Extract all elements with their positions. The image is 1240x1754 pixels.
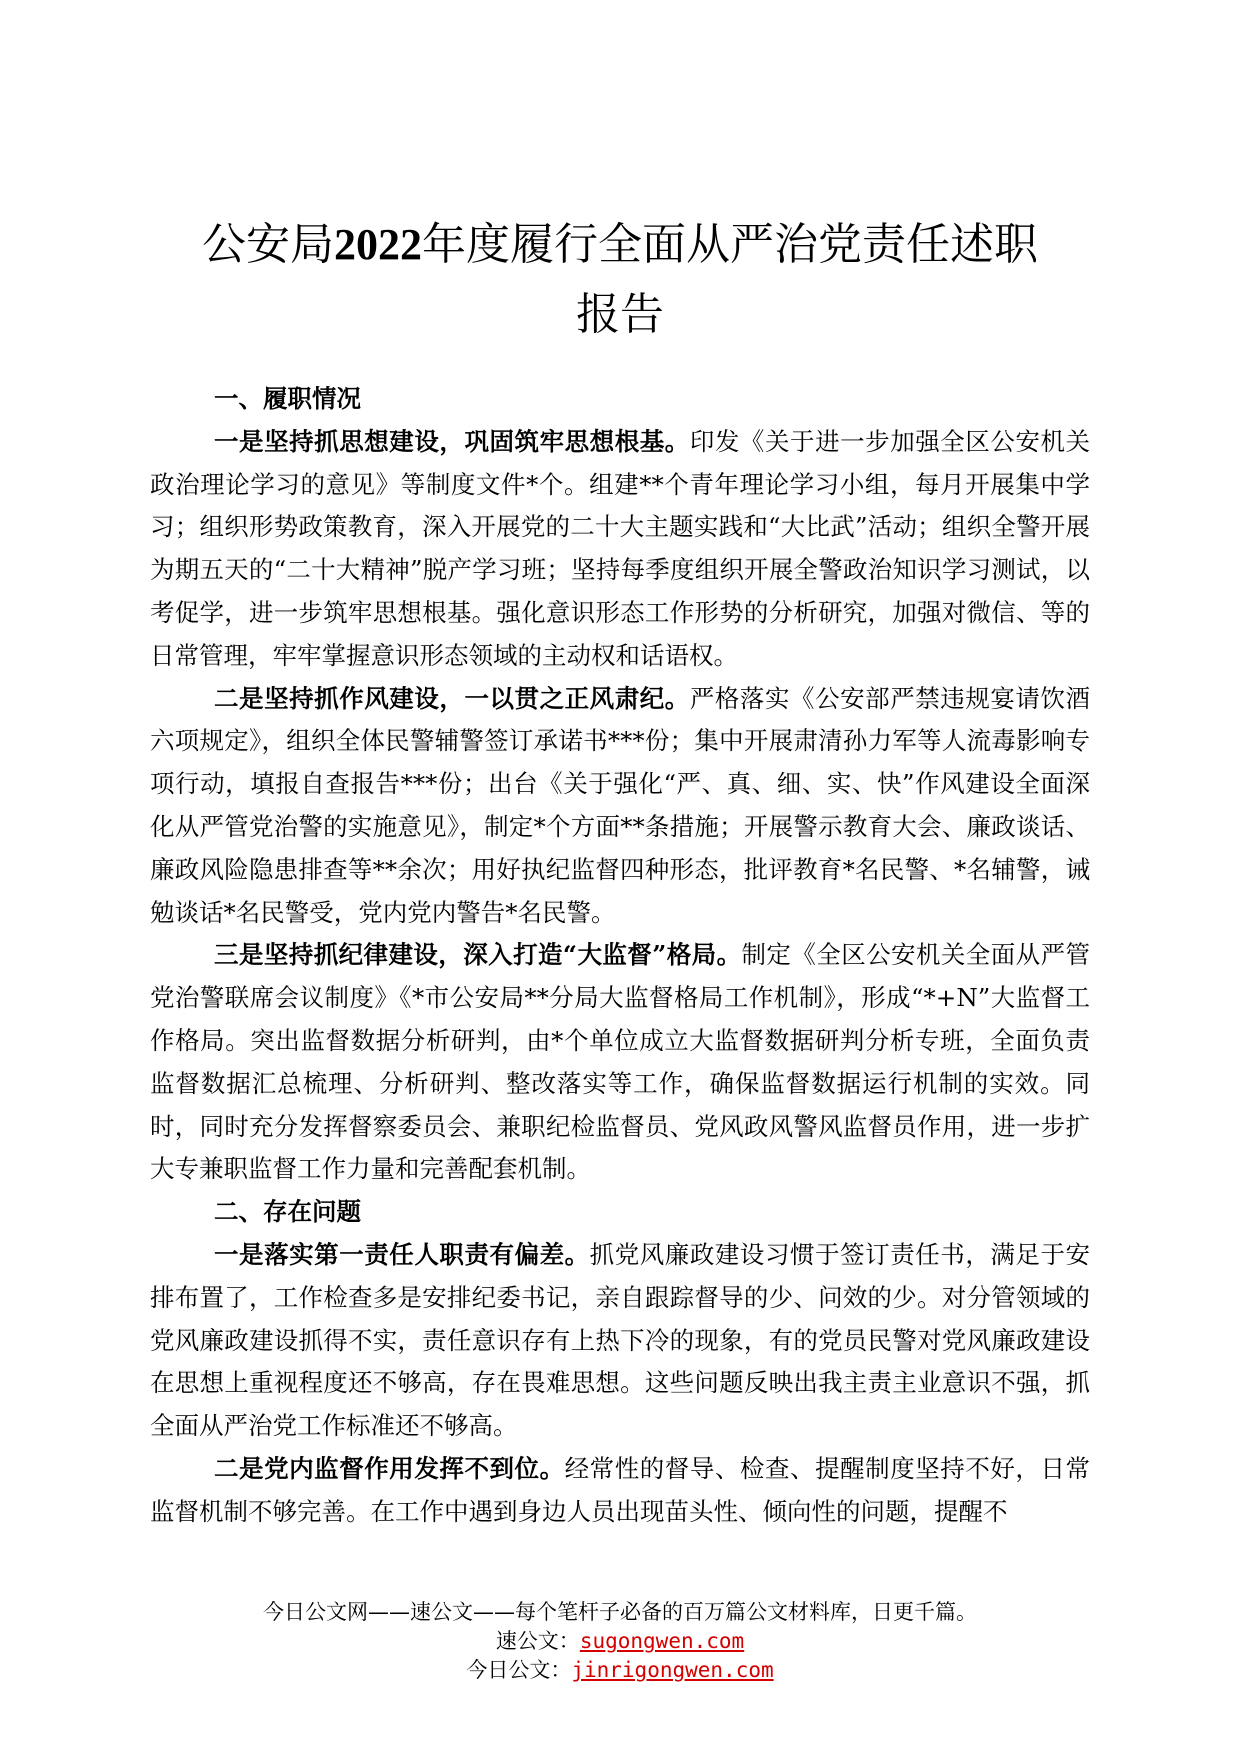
page-footer [0, 1598, 1240, 1685]
section-heading: 一、履职情况 [214, 384, 361, 413]
title-year: 2022 [334, 220, 422, 269]
jinrigongwen-link[interactable]: jinrigongwen.com [571, 1658, 774, 1682]
document-body [150, 378, 1090, 1534]
paragraph-lead: 三是坚持抓纪律建设，深入打造“大监督”格局。 [214, 940, 742, 970]
title-line2: 报告 [576, 289, 664, 340]
paragraph [150, 678, 1090, 935]
paragraph-text: 抓党风廉政建设习惯于签订责任书，满足于安排布置了，工作检查多是安排纪委书记，亲自跟踪督导的少、问效的少。对分管领域的党风廉政建设抓得不实，责任意识存有上热下冷的现象，有的党员民警对党风廉政建设在思想上重视程度还不够高，存在畏难思想。这些问题反映出我主责主业意识不强，抓全面从严治党工作标准还不够高。 [150, 1239, 1091, 1441]
document-title [150, 210, 1090, 350]
paragraph [150, 1234, 1090, 1448]
paragraph-text: 印发《关于进一步加强全区公安机关政治理论学习的意见》等制度文件*个。组建**个青年理论学习小组，每月开展集中学习；组织形势政策教育，深入开展党的二十大主题实践和“大比武”活动；组织全警开展为期五天的“二十大精神”脱产学习班；坚持每季度组织开展全警政治知识学习测试，以考促学，进一步筑牢思想根基。强化意识形态工作形势的分析研究，加强对微信、等的日常管理，牢牢掌握意识形态领域的主动权和话语权。 [150, 426, 1091, 670]
paragraph [150, 1448, 1090, 1534]
section-performance [150, 378, 1090, 1191]
title-suffix: 年度履行全面从严治党责任述职 [422, 219, 1038, 270]
footer-slogan: 今日公文网——速公文——每个笔杆子必备的百万篇公文材料库，日更千篇。 [263, 1600, 977, 1624]
footer-line-jinrigongwen [0, 1656, 1240, 1685]
paragraph-text: 制定《全区公安机关全面从严管党治警联席会议制度》《*市公安局**分局大监督格局工作机制》，形成“*+N”大监督工作格局。突出监督数据分析研判，由*个单位成立大监督数据研判分析专班，全面负责监督数据汇总梳理、分析研判、整改落实等工作，确保监督数据运行机制的实效。同时，同时充分发挥督察委员会、兼职纪检监督员、党风政风警风监督员作用，进一步扩大专兼职监督工作力量和完善配套机制。 [150, 940, 1091, 1184]
section-problems [150, 1191, 1090, 1533]
section-heading: 二、存在问题 [214, 1197, 361, 1227]
sugongwen-link[interactable]: sugongwen.com [579, 1629, 745, 1653]
paragraph-lead: 二是党内监督作用发挥不到位。 [214, 1453, 565, 1483]
footer-line-sugongwen [0, 1627, 1240, 1656]
paragraph-lead: 二是坚持抓作风建设，一以贯之正风肃纪。 [214, 683, 690, 713]
footer-label: 速公文： [495, 1629, 580, 1653]
paragraph-lead: 一是坚持抓思想建设，巩固筑牢思想根基。 [214, 426, 690, 456]
paragraph-lead: 一是落实第一责任人职责有偏差。 [214, 1239, 590, 1269]
paragraph-text: 经常性的督导、检查、提醒制度坚持不好，日常监督机制不够完善。在工作中遇到身边人员出现苗头性、倾向性的问题，提醒不 [150, 1453, 1091, 1526]
paragraph-text: 严格落实《公安部严禁违规宴请饮酒六项规定》，组织全体民警辅警签订承诺书***份；集中开展肃清孙力军等人流毒影响专项行动，填报自查报告***份；出台《关于强化“严、真、细、实、快”作风建设全面深化从严管党治警的实施意见》，制定*个方面**条措施；开展警示教育大会、廉政谈话、廉政风险隐患排查等**余次；用好执纪监督四种形态，批评教育*名民警、*名辅警，诫勉谈话*名民警受，党内党内警告*名民警。 [150, 683, 1091, 927]
paragraph [150, 934, 1090, 1191]
title-prefix: 公安局 [202, 219, 334, 270]
footer-label: 今日公文： [466, 1658, 572, 1682]
paragraph [150, 421, 1090, 678]
